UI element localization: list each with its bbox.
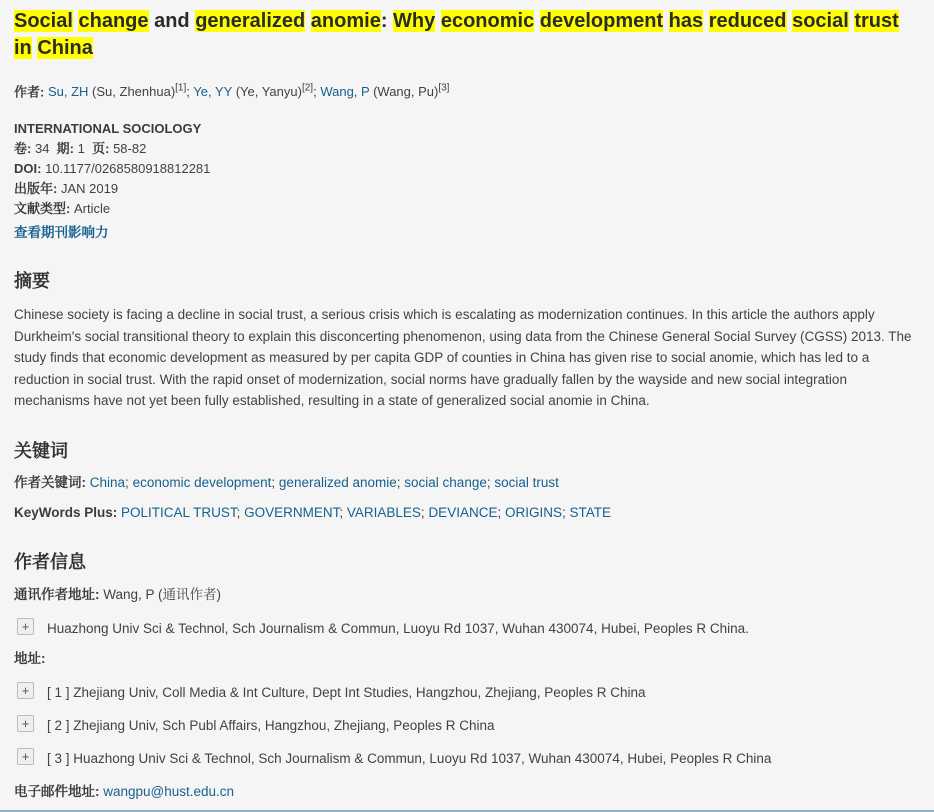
author-keyword-link[interactable]: social change: [404, 474, 487, 490]
keywords-plus-link[interactable]: VARIABLES: [346, 504, 421, 520]
author-info-heading: 作者信息: [14, 551, 86, 572]
expand-address-button[interactable]: +: [17, 748, 34, 765]
byline: [14, 79, 920, 102]
title-highlighted-word: economic: [440, 10, 535, 32]
title-highlighted-word: in: [14, 37, 32, 59]
expand-address-button[interactable]: +: [17, 682, 34, 699]
pub-date-value: JAN 2019: [60, 181, 119, 197]
author-keywords-line: [14, 472, 920, 493]
keywords-plus-line: [14, 502, 920, 523]
abstract-text: Chinese society is facing a decline in social trust, a serious crisis which is escalating as modernization continues. In this article the authors apply Durkheim's social transitional theory to explain this disconcerting phenomenon, using data from the Chinese General Social Survey (CGSS) 2013. The study finds that economic development as measured by per capita GDP of counties in China has given rise to social anomie, which has led to a reduction in social trust. With the rapid onset of modernization, social norms have gradually fallen by the wayside and new social integration mechanisms have not yet been fully established, resulting in a state of generalized social anomie in China.: [14, 307, 912, 409]
expand-address-button[interactable]: +: [17, 715, 34, 732]
author-keyword-link[interactable]: China: [89, 474, 126, 490]
title-plain-text: [663, 10, 669, 32]
title-highlighted-word: trust: [854, 10, 899, 32]
pub-date-line: [14, 179, 920, 199]
title-highlighted-word: development: [539, 10, 664, 32]
title-highlighted-word: anomie: [310, 10, 381, 32]
author-affiliation-superscript: [1]: [175, 83, 187, 94]
author-affiliation-superscript: [2]: [301, 83, 314, 94]
author-keywords-list: China; economic development; generalized anomie; social change; social trust: [89, 474, 559, 490]
address-row: [14, 748, 920, 768]
title-highlighted-word: has: [668, 10, 704, 32]
abstract-heading: 摘要: [14, 271, 50, 292]
title-plain-text: [305, 10, 311, 32]
author-link[interactable]: Su, ZH: [47, 84, 89, 100]
address-row: [14, 682, 920, 702]
volume-label: 卷:: [14, 141, 32, 157]
keywords-plus-link[interactable]: STATE: [569, 504, 612, 520]
authors-list: Su, ZH (Su, Zhenhua)[1]; Ye, YY (Ye, Yanyu)[2]; Wang, P (Wang, Pu)[3]: [47, 83, 450, 100]
pages-label: 页:: [92, 141, 110, 157]
title-highlighted-word: social: [792, 10, 849, 32]
address-rows: [14, 682, 920, 768]
title-highlighted-word: Social: [14, 10, 73, 32]
email-link[interactable]: wangpu@hust.edu.cn: [103, 783, 235, 799]
title-highlighted-word: reduced: [708, 10, 787, 32]
addresses-label-line: [14, 648, 920, 669]
keywords-plus-link[interactable]: GOVERNMENT: [244, 504, 340, 520]
title-highlighted-word: change: [78, 10, 149, 32]
author-keyword-link[interactable]: social trust: [494, 474, 559, 490]
title-plain-text: and: [148, 10, 196, 32]
author-fullname: (Su, Zhenhua): [88, 84, 176, 100]
reprint-address-label: 通讯作者地址:: [14, 586, 100, 602]
journal-impact-link[interactable]: 查看期刊影响力: [14, 225, 109, 241]
volume-issue-pages-line: [14, 139, 920, 159]
author-keyword-link[interactable]: generalized anomie: [278, 474, 397, 490]
source-block: [14, 119, 920, 242]
journal-title: INTERNATIONAL SOCIOLOGY: [14, 121, 202, 137]
article-title: [14, 8, 919, 62]
doc-type-label: 文献类型:: [14, 201, 71, 217]
reprint-address-text: Huazhong Univ Sci & Technol, Sch Journalism & Commun, Luoyu Rd 1037, Wuhan 430074, Hubei, Peoples R China.: [47, 620, 749, 636]
address-text: [ 2 ] Zhejiang Univ, Sch Publ Affairs, Hangzhou, Zhejiang, Peoples R China: [47, 717, 495, 733]
author-keywords-label: 作者关键词:: [14, 474, 86, 490]
author-link[interactable]: Wang, P: [320, 84, 370, 100]
title-plain-text: [703, 10, 709, 32]
doc-type-line: [14, 199, 920, 219]
reprint-author-line: [14, 584, 920, 605]
author-fullname: (Ye, Yanyu): [232, 84, 302, 100]
expand-address-button[interactable]: +: [17, 618, 34, 635]
author-fullname: (Wang, Pu): [369, 84, 439, 100]
issue-label: 期:: [56, 141, 75, 157]
title-plain-text: [435, 10, 441, 32]
doc-type-value: Article: [73, 201, 111, 217]
keywords-plus-list: POLITICAL TRUST; GOVERNMENT; VARIABLES; DEVIANCE; ORIGINS; STATE: [121, 504, 612, 520]
keywords-plus-link[interactable]: ORIGINS: [504, 504, 562, 520]
keywords-plus-label: KeyWords Plus:: [14, 504, 118, 520]
keywords-heading: 关键词: [14, 440, 68, 461]
title-plain-text: :: [380, 10, 394, 32]
address-text: [ 1 ] Zhejiang Univ, Coll Media & Int Culture, Dept Int Studies, Hangzhou, Zhejiang, Peoples R China: [47, 684, 646, 700]
author-link[interactable]: Ye, YY: [193, 84, 233, 100]
title-plain-text: [534, 10, 540, 32]
reprint-author-value: Wang, P (通讯作者): [103, 586, 222, 602]
title-highlighted-word: generalized: [195, 10, 306, 32]
title-highlighted-word: Why: [393, 10, 436, 32]
address-text: [ 3 ] Huazhong Univ Sci & Technol, Sch Journalism & Commun, Luoyu Rd 1037, Wuhan 430074, Hubei, Peoples R China: [47, 750, 772, 766]
keywords-plus-link[interactable]: DEVIANCE: [428, 504, 498, 520]
email-label: 电子邮件地址:: [14, 783, 100, 799]
issue-value: 1: [77, 141, 85, 157]
pub-date-label: 出版年:: [14, 181, 58, 197]
addresses-label: 地址:: [14, 650, 46, 666]
author-keyword-link[interactable]: economic development: [132, 474, 272, 490]
doi-line: [14, 159, 920, 179]
reprint-address-row: [14, 618, 920, 638]
author-affiliation-superscript: [3]: [438, 83, 450, 94]
volume-value: 34: [34, 141, 50, 157]
keywords-plus-link[interactable]: POLITICAL TRUST: [121, 504, 237, 520]
title-highlighted-word: China: [37, 37, 93, 59]
authors-label: 作者:: [14, 84, 45, 100]
doi-label: DOI:: [14, 161, 42, 177]
email-line: [14, 781, 920, 802]
pages-value: 58-82: [113, 141, 147, 157]
doi-value: 10.1177/0268580918812281: [45, 161, 211, 177]
